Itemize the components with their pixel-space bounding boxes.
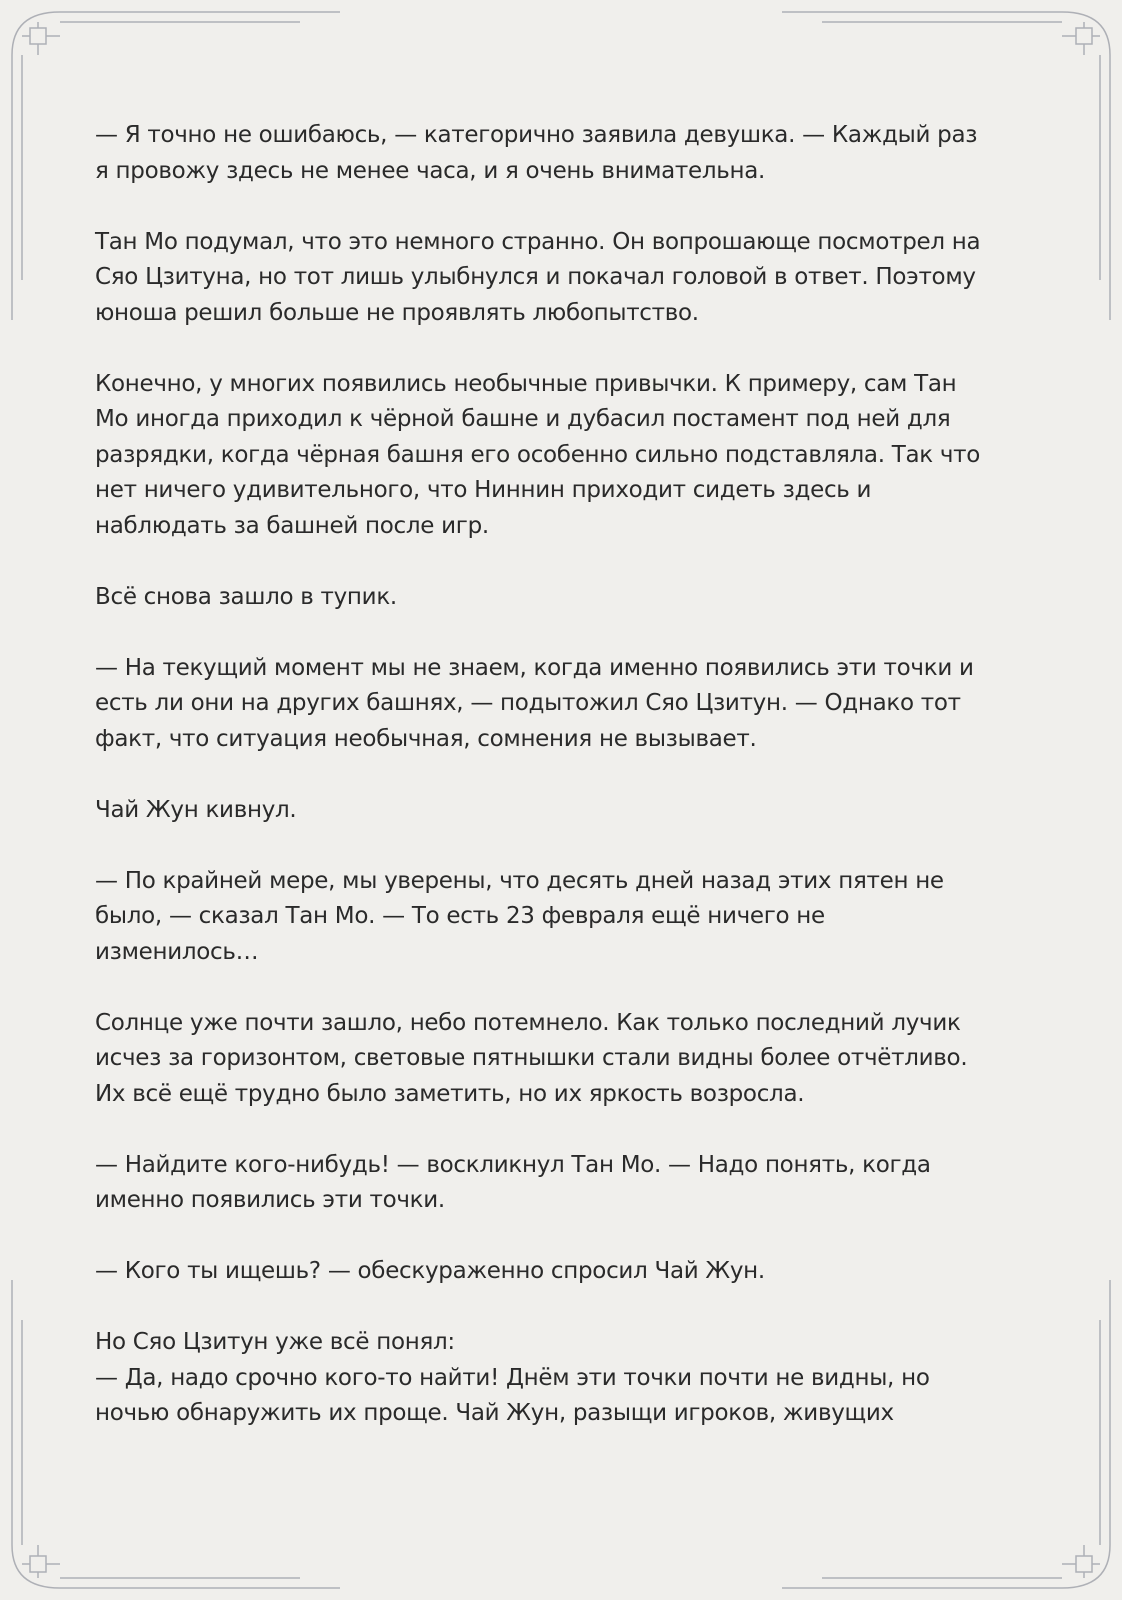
text-line: юноша решил больше не проявлять любопытство. xyxy=(95,299,699,326)
text-line: ночью обнаружить их проще. Чай Жун, разыщи игроков, живущих xyxy=(95,1400,894,1426)
text-line: именно появились эти точки. xyxy=(95,1187,445,1213)
text-line: Конечно, у многих появились необычные привычки. К примеру, сам Тан xyxy=(95,370,957,397)
text-line: — По крайней мере, мы уверены, что десять дней назад этих пятен не xyxy=(95,867,944,894)
text-line: — Да, надо срочно кого-то найти! Днём эти точки почти не видны, но xyxy=(95,1364,930,1391)
text-line: факт, что ситуация необычная, сомнения не вызывает. xyxy=(95,725,757,752)
paragraph xyxy=(95,1325,1035,1432)
paragraph xyxy=(95,864,1035,971)
text-line: разрядки, когда чёрная башня его особенно сильно подставляла. Так что xyxy=(95,441,981,468)
text-line: — На текущий момент мы не знаем, когда именно появились эти точки и xyxy=(95,654,974,681)
text-line: Всё снова зашло в тупик. xyxy=(95,583,397,610)
paragraph xyxy=(95,367,1035,545)
paragraph xyxy=(95,118,1035,189)
text-line: Но Сяо Цзитун уже всё понял: xyxy=(95,1329,455,1355)
text-line: Мо иногда приходил к чёрной башне и дубасил постамент под ней для xyxy=(95,406,951,432)
paragraph xyxy=(95,1006,1035,1113)
text-line: Их всё ещё трудно было заметить, но их яркость возросла. xyxy=(95,1080,805,1107)
text-line: нет ничего удивительного, что Ниннин приходит сидеть здесь и xyxy=(95,477,872,503)
paragraph xyxy=(95,793,1035,829)
text-line: Солнце уже почти зашло, небо потемнело. Как только последний лучик xyxy=(95,1009,961,1036)
paragraph xyxy=(95,1148,1035,1219)
text-line: исчез за горизонтом, световые пятнышки стали видны более отчётливо. xyxy=(95,1045,968,1071)
text-line: Тан Мо подумал, что это немного странно. Он вопрошающе посмотрел на xyxy=(95,228,981,255)
text-line: — Кого ты ищешь? — обескураженно спросил Чай Жун. xyxy=(95,1258,765,1284)
text-line: было, — сказал Тан Мо. — То есть 23 февраля ещё ничего не xyxy=(95,903,825,929)
text-line: Чай Жун кивнул. xyxy=(95,796,297,823)
text-line: изменилось… xyxy=(95,938,259,965)
text-line: есть ли они на других башнях, — подытожил Сяо Цзитун. — Однако тот xyxy=(95,690,961,716)
text-line: — Я точно не ошибаюсь, — категорично заявила девушка. — Каждый раз xyxy=(95,122,978,148)
text-line: наблюдать за башней после игр. xyxy=(95,512,489,539)
text-line: Сяо Цзитуна, но тот лишь улыбнулся и покачал головой в ответ. Поэтому xyxy=(95,264,976,290)
paragraph xyxy=(95,580,1035,616)
paragraph xyxy=(95,225,1035,332)
text-line: я провожу здесь не менее часа, и я очень внимательна. xyxy=(95,157,766,184)
page-body-text xyxy=(95,118,1035,1432)
text-line: — Найдите кого-нибудь! — воскликнул Тан Мо. — Надо понять, когда xyxy=(95,1151,931,1178)
paragraph xyxy=(95,1254,1035,1290)
paragraph xyxy=(95,651,1035,758)
